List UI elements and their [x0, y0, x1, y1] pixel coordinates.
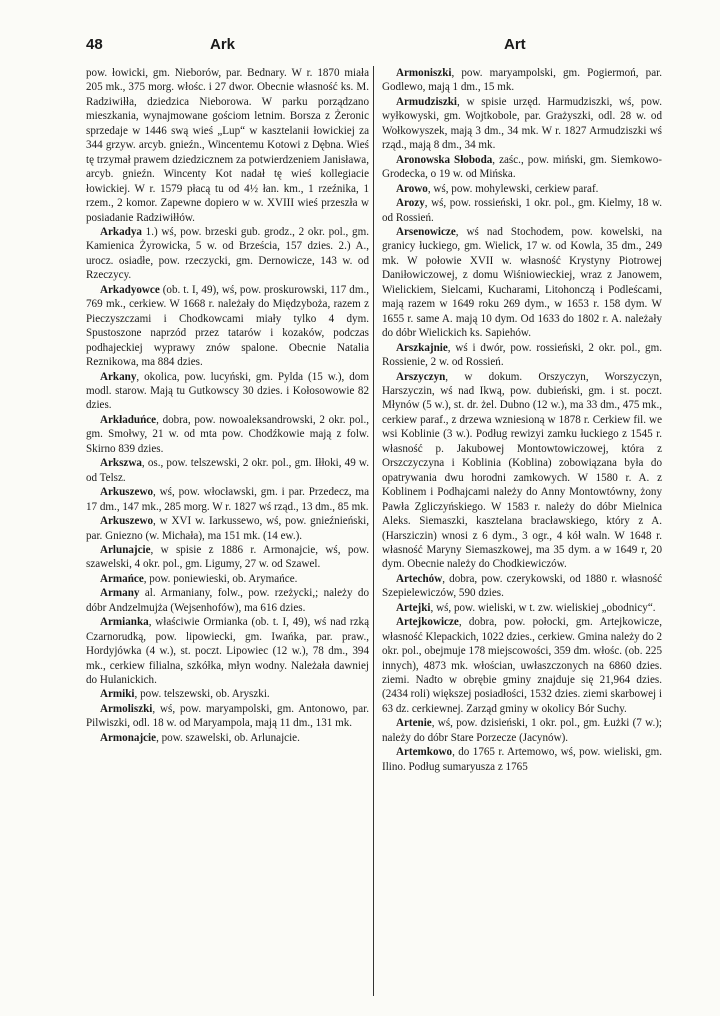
- dictionary-entry: [382, 601, 662, 615]
- entry-headword: Arkuszewo: [100, 515, 153, 528]
- entry-headword: Arlunajcie: [100, 543, 151, 556]
- entry-headword: Artejkowicze: [396, 616, 459, 629]
- entry-text: , pow. poniewieski, ob. Arymańce.: [143, 572, 298, 585]
- entry-headword: Arkładuńce: [100, 413, 157, 426]
- entry-text: , wś, pow. rossieński, 1 okr. pol., gm. Kielmy, 18 w. od Rossień.: [382, 197, 662, 224]
- entry-text: , w XVI w. Iarkussewo, wś, pow. gnieźnieński, par. Gniezno (w. Michała), ma 151 mk. (14 ew.).: [86, 515, 369, 542]
- entry-text: , dobra, pow. połocki, gm. Artejkowicze, własność Klepackich, 1022 dzies., cerkiew. Gmina należy do 2 okr. pol., obejmuje 178 miejscowości, 359 dm. włośc. (ob. 225 innych), 4873 mk. włościan, uwłaszczonych na 6860 dzies. ziemi. Nadto w obrębie gminy znajduje się 21,964 dzies. (2434 roli) większej posiadłości, 1532 dzies. ziemi skarbowej i 63 dz. cerkiewnej. Zarząd gminy w okolicy Bór Suchy.: [382, 616, 662, 715]
- entry-headword: Arkszwa: [100, 457, 142, 470]
- dictionary-entry: [86, 687, 369, 701]
- entry-headword: Arowo: [396, 182, 428, 195]
- entry-headword: Arszyczyn: [396, 370, 446, 383]
- entry-headword: Armoliszki: [100, 702, 153, 715]
- entry-text: , zaśc., pow. miński, gm. Siemkowo-Grodecka, o 19 w. od Mińska.: [382, 153, 662, 181]
- entry-headword: Arozy: [396, 197, 425, 210]
- entry-text: , właściwie Ormianka (ob. t. I, 49), wś nad rzką Czarnorudką, pow. lipowiecki, gm. Iwańka, par. praw., Hordyjówka (4 w.), st. poczt. Lipowiec (12 w.), 78 dm., 394 mk., cerkiew filialna, szkółka, młyn wodny. Należała dawniej do Hulanickich.: [86, 616, 369, 687]
- dictionary-entry: [382, 225, 662, 341]
- dictionary-entry: [382, 572, 662, 601]
- entry-text: , okolica, pow. lucyński, gm. Pylda (15 w.), dom modl. starow. Mają tu Gutkowscy 30 dzies. i Kołosowowie 82 dzies.: [86, 370, 369, 412]
- dictionary-entry: [382, 66, 662, 95]
- entry-text: , dobra, pow. czerykowski, od 1880 r. własność Szepielewiczów, 590 dzies.: [382, 572, 662, 600]
- entry-headword: Armańce: [100, 572, 144, 585]
- page-header: [86, 36, 682, 60]
- right-running-head: Art: [504, 36, 526, 53]
- entry-text: , w spisie z 1886 r. Armonajcie, wś, pow. szawelski, 4 okr. pol., gm. Ligumy, 27 w. od Szawel.: [86, 543, 369, 571]
- entry-text: , wś, pow. włocławski, gm. i par. Przedecz, ma 17 dm., 147 mk., 285 morg. W r. 1827 wś rząd., 13 dm., 85 mk.: [86, 486, 369, 513]
- entry-headword: Arsenowicze: [396, 225, 456, 238]
- dictionary-entry: [86, 456, 369, 485]
- entry-text: 1.) wś, pow. brzeski gub. grodz., 2 okr. pol., gm. Kamienica Żyrowicka, 5 w. od Brześcia, 157 dzies. 2.) A., urocz. osiadłe, pow. rzeczycki, gm. Dernowicze, 143 w. od Rzeczycy.: [86, 225, 369, 282]
- dictionary-entry: [86, 413, 369, 456]
- dictionary-entry: [382, 615, 662, 716]
- entry-text: , wś, pow. dzisieński, 1 okr. pol., gm. Łużki (7 w.); należy do dóbr Stare Porzecze (Jacynów).: [382, 717, 662, 744]
- entry-headword: Armany: [100, 587, 140, 600]
- entry-text: , pow. telszewski, ob. Aryszki.: [134, 688, 270, 701]
- dictionary-entry: [86, 731, 369, 745]
- entry-text: , os., pow. telszewski, 2 okr. pol., gm. Iłłoki, 49 w. od Telsz.: [86, 457, 369, 484]
- entry-text: , w dokum. Orszyczyn, Worszyczyn, Harszyczin, wś nad Ikwą, pow. dubieński, gm. i st. poczt. Młynów (5 w.), st. dr. żel. Dubno (12 w.), ma 33 dm., 475 mk., cerkiew paraf., z drzewa wzniesioną w 1878 r. Cerkiew fil. we wsi Koblinie (3 w.). Podług rewizyi zamku łuckiego z 1545 r. własność p. Jakubowej Montowtowiczowej, która z Orszczyczyna i Koblinia (Koblina) zobowiązana była do opatrywania dwu horodni zamkowych. W 1580 r. A. z Koblinem i Podhajcami należy do Anny Montowtówny, żony Pawła Zgliczyńskiego. W 1583 r. należy do dóbr Mielnica Aleks. Siemaszki, kasztelana bracławskiego, który z A. (Harsziczin) wnosi z 6 dym., 3 ogr., 4 kół waln. W 1648 r. własność Maryny Siemaszkowej, ma 35 dym. a w 1649 r, 20 dym. Obecnie należy do Chodkiewiczów.: [382, 370, 662, 571]
- entry-headword: Armiki: [100, 688, 135, 701]
- entry-text: , wś, pow. maryampolski, gm. Antonowo, par. Pilwiszki, odl. 18 w. od Maryampola, mają 11 dm., 131 mk.: [86, 702, 369, 730]
- entry-text: , do 1765 r. Artemowo, wś, pow. wieliski, gm. Ilino. Podług sumaryusza z 1765: [382, 746, 662, 773]
- dictionary-entry: [382, 182, 662, 196]
- dictionary-entry: [382, 745, 662, 774]
- left-running-head: Ark: [210, 36, 236, 53]
- dictionary-entry: [86, 225, 369, 283]
- dictionary-entry: [382, 153, 662, 182]
- entry-headword: Armoniszki: [396, 67, 452, 79]
- dictionary-entry: [382, 95, 662, 153]
- dictionary-entry: [86, 572, 369, 586]
- dictionary-entry: [86, 485, 369, 514]
- dictionary-entry: [86, 702, 369, 731]
- entry-text: al. Armaniany, folw., pow. rzeżycki,; należy do dóbr Andzelmujża (Wejsenhofów), ma 616 dzies.: [86, 587, 369, 614]
- entry-headword: Artenie: [396, 717, 432, 730]
- dictionary-entry: [86, 543, 369, 572]
- dictionary-entry: [382, 196, 662, 225]
- dictionary-entry: [382, 370, 662, 572]
- left-column: [86, 66, 369, 996]
- right-column: [373, 66, 662, 996]
- entry-headword: Armianka: [100, 616, 149, 629]
- entry-headword: Armonajcie: [100, 731, 157, 744]
- dictionary-entry: [382, 341, 662, 370]
- entry-text: (ob. t. I, 49), wś, pow. proskurowski, 117 dm., 769 mk., cerkiew. W 1668 r. należały do Międzyboża, razem z Pieczyszczami i Chodkowcami miały tylko 4 dym. Spustoszone naprzód przez tatarów i kozaków, podczas podhajeckiej wyprawy znów spalone. Obecnie Natalia Reznikowa, ma 884 dzies.: [86, 283, 369, 369]
- entry-text: pow. łowicki, gm. Nieborów, par. Bednary. W r. 1870 miała 205 mk., 375 morg. włośc. i 27 dwor. Obecnie własność ks. M. Radziwiłła, dziedzica Nieborowa. W parku porządzano mieszkania, wynajmowane gościom letnim. Borsza z Żeronic sprzedaje w 1446 swą wieś „Lup“ w kasztelanii łowickiej za 344 grzyw. arcyb. gnieźn., Wincentemu Kotowi z Dębna. Wieś tę trzymał prawem dziedzicznem za potwierdzeniem Janisława, arcyb. gnieźn. Wincenty Kot nadał tę wieś kollegiacie łowickiej. W r. 1579 płacą tu od 4½ łan. km., 1 rzeźnika, 1 rzem., 2 komor. Zapewne dopiero w w. XVIII wieś przeszła w posiadanie Radziwiłłów.: [86, 67, 369, 224]
- entry-text: , wś i dwór, pow. rossieński, 2 okr. pol., gm. Rossienie, 2 w. od Rossień.: [382, 341, 662, 369]
- dictionary-entry: [86, 615, 369, 687]
- entry-headword: Arszkajnie: [396, 341, 448, 354]
- entry-text: , pow. szawelski, ob. Arlunajcie.: [156, 731, 300, 744]
- entry-text: , wś, pow. wieliski, w t. zw. wieliskiej „obodnicy“.: [430, 601, 656, 614]
- dictionary-entry: [86, 283, 369, 370]
- page-number: 48: [86, 36, 103, 53]
- entry-headword: Arkany: [100, 370, 137, 383]
- dictionary-entry: [382, 716, 662, 745]
- dictionary-entry: [86, 586, 369, 615]
- dictionary-entry: [86, 514, 369, 543]
- entry-headword: Arkuszewo: [100, 486, 153, 499]
- entry-headword: Aronowska Słoboda: [396, 153, 493, 166]
- entry-text: , pow. maryampolski, gm. Pogiermoń, par. Godlewo, mają 1 dm., 15 mk.: [382, 67, 662, 94]
- entry-headword: Arkadyowce: [100, 283, 160, 296]
- entry-text: , wś, pow. mohylewski, cerkiew paraf.: [427, 182, 599, 195]
- entry-headword: Artejki: [396, 601, 431, 614]
- dictionary-entry: [86, 66, 369, 225]
- entry-headword: Arkadya: [100, 225, 142, 238]
- entry-text: , w spisie urzęd. Harmudziszki, wś, pow. wyłkowyski, gm. Wojtkobole, par. Grażyszki, odl. 28 w. od Wołkowyszek, mają 3 dm., 34 mk. W r. 1827 Armudziszki wś rząd., mają 8 dm., 34 mk.: [382, 95, 662, 152]
- entry-headword: Artechów: [396, 572, 443, 585]
- dictionary-entry: [86, 370, 369, 413]
- entry-text: , wś nad Stochodem, pow. kowelski, na granicy łuckiego, gm. Wielick, 17 w. od Kowla, 35 dm., 249 mk. W połowie XVII w. własność Krystyny Piotrowej Daniłowiczowej, z domu Wiśniowieckiej, wraz z Janowem, Wielickiem, Sielcami, Kucharami, Litohonczą i Podleścami, mają razem w 1649 roku 269 dym., w 1653 r. 158 dym. W 1655 r. same A. mają 10 dym. Od 1633 do 1802 r. A. należały do dóbr Wielickich ks. Sapiehów.: [382, 225, 662, 340]
- entry-headword: Armudziszki: [396, 95, 458, 108]
- entry-text: , dobra, pow. nowoaleksandrowski, 2 okr. pol., gm. Smołwy, 21 w. od mta pow. Chodźkowie mają z folw. Skirno 839 dzies.: [86, 413, 369, 455]
- entry-headword: Artemkowo: [396, 746, 453, 759]
